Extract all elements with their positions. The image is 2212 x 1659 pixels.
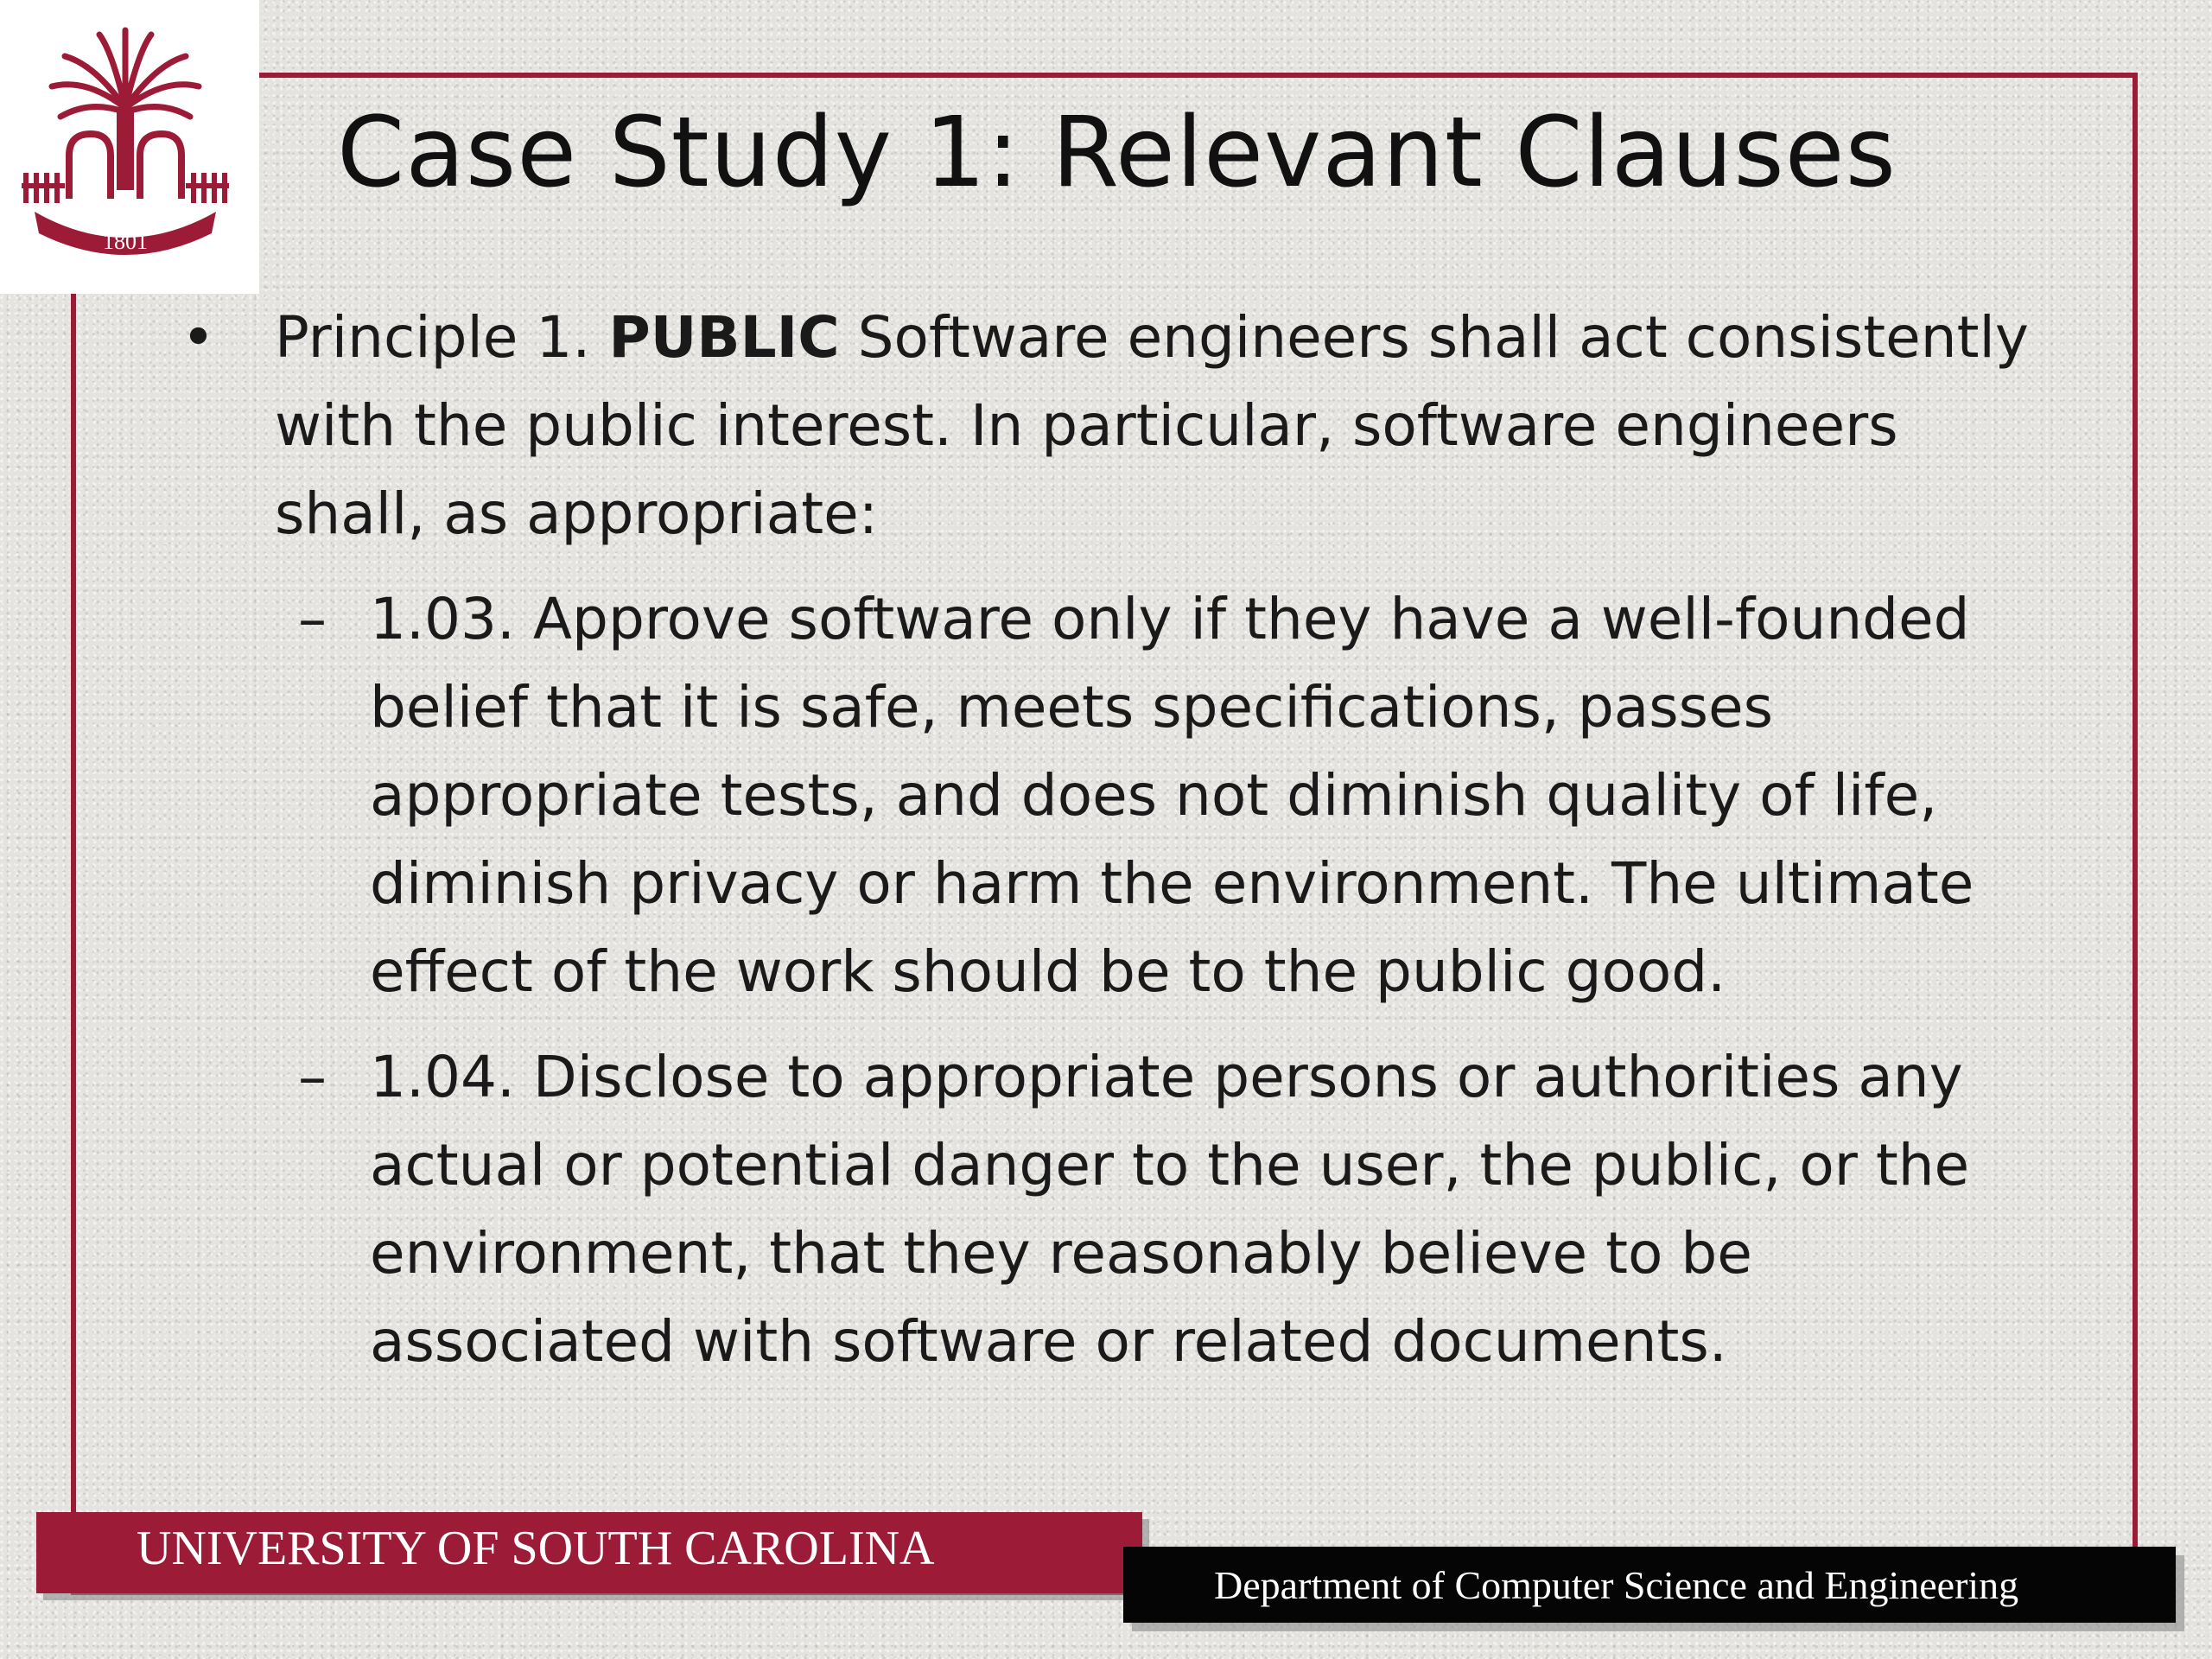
slide-title: Case Study 1: Relevant Clauses — [337, 97, 1897, 209]
clause-1-03 — [181, 575, 2048, 1016]
dash-marker: – — [298, 586, 327, 652]
department-name: Department of Computer Science and Engineering — [1214, 1563, 2019, 1607]
principle-keyword: PUBLIC — [608, 304, 840, 371]
logo-panel — [0, 0, 259, 294]
dash-marker: – — [298, 1044, 327, 1110]
usc-palmetto-seal-icon — [17, 26, 233, 268]
svg-text:1801: 1801 — [103, 229, 148, 254]
principle-text — [275, 304, 2029, 547]
principle-bullet — [181, 294, 2048, 558]
principle-body: Software engineers shall act consistently with the public interest. In particular, software engineers shall, as appropriate: — [275, 304, 2029, 547]
clause-1-04 — [181, 1033, 2048, 1386]
university-name: UNIVERSITY OF SOUTH CAROLINA — [137, 1522, 935, 1575]
principle-prefix: Principle 1. — [275, 304, 609, 371]
bullet-marker: • — [181, 304, 215, 371]
clause-text: 1.04. Disclose to appropriate persons or authorities any actual or potential danger to the user, the public, or the environment, that they reasonably believe to be associated with software or related documents. — [370, 1044, 1970, 1375]
clause-text: 1.03. Approve software only if they have a well-founded belief that it is safe, meets specifications, passes appropriate tests, and does not diminish quality of life, diminish privacy or harm the environment. The ultimate effect of the work should be to the public good. — [370, 586, 1974, 1005]
slide-content — [181, 294, 2048, 1386]
